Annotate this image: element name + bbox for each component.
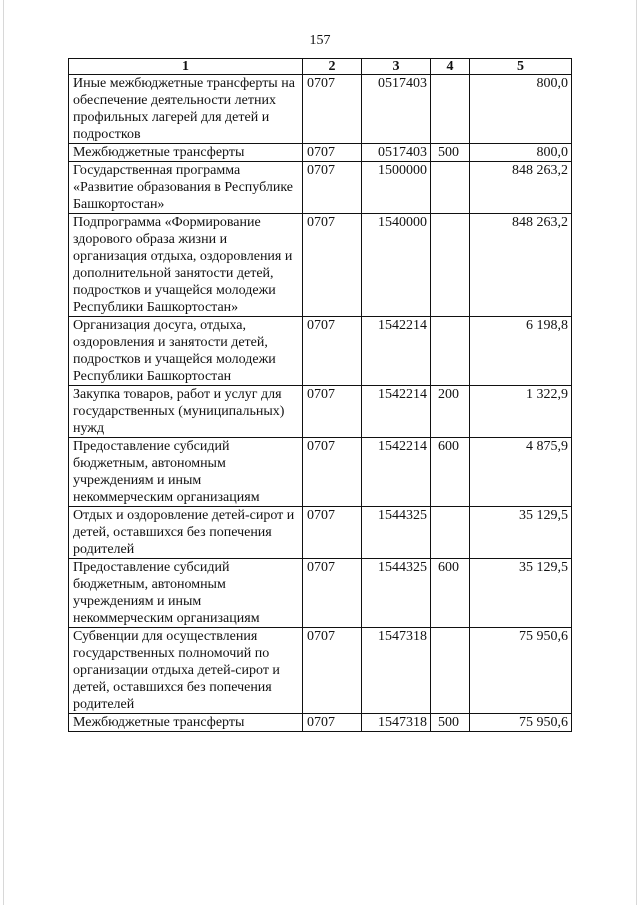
budget-table: [68, 58, 572, 732]
row-expense-type-cell: 500: [431, 714, 470, 732]
table-row: [69, 162, 572, 214]
table-row: [69, 144, 572, 162]
right-margin-line: [636, 0, 637, 905]
table-row: [69, 628, 572, 714]
table-body: [69, 75, 572, 732]
row-target-code-cell: 0517403: [362, 144, 431, 162]
row-amount-cell: 75 950,6: [470, 628, 572, 714]
table-row: [69, 386, 572, 438]
row-target-code-cell: 1547318: [362, 714, 431, 732]
row-name-cell: Иные межбюджетные трансферты на обеспечение деятельности летних профильных лагерей для детей и подростков: [69, 75, 303, 144]
row-section-code-cell: 0707: [303, 144, 362, 162]
row-expense-type-cell: [431, 507, 470, 559]
row-amount-cell: 4 875,9: [470, 438, 572, 507]
table-row: [69, 507, 572, 559]
row-amount-cell: 848 263,2: [470, 162, 572, 214]
row-expense-type-cell: 200: [431, 386, 470, 438]
row-target-code-cell: 1540000: [362, 214, 431, 317]
row-section-code-cell: 0707: [303, 162, 362, 214]
row-expense-type-cell: 600: [431, 438, 470, 507]
row-amount-cell: 6 198,8: [470, 317, 572, 386]
row-target-code-cell: 1500000: [362, 162, 431, 214]
header-col-5: 5: [470, 59, 572, 75]
left-margin-line: [3, 0, 4, 905]
row-name-cell: Субвенции для осуществления государственных полномочий по организации отдыха детей-сирот и детей, оставшихся без попечения родителей: [69, 628, 303, 714]
header-col-2: 2: [303, 59, 362, 75]
row-name-cell: Межбюджетные трансферты: [69, 714, 303, 732]
row-name-cell: Отдых и оздоровление детей-сирот и детей, оставшихся без попечения родителей: [69, 507, 303, 559]
row-target-code-cell: 0517403: [362, 75, 431, 144]
row-name-cell: Закупка товаров, работ и услуг для государственных (муниципальных) нужд: [69, 386, 303, 438]
row-target-code-cell: 1544325: [362, 507, 431, 559]
row-target-code-cell: 1544325: [362, 559, 431, 628]
row-amount-cell: 800,0: [470, 144, 572, 162]
table-header-row: [69, 59, 572, 75]
row-section-code-cell: 0707: [303, 214, 362, 317]
row-expense-type-cell: [431, 162, 470, 214]
table-row: [69, 317, 572, 386]
table-row: [69, 714, 572, 732]
row-section-code-cell: 0707: [303, 386, 362, 438]
row-target-code-cell: 1542214: [362, 386, 431, 438]
header-col-3: 3: [362, 59, 431, 75]
row-section-code-cell: 0707: [303, 559, 362, 628]
row-expense-type-cell: [431, 317, 470, 386]
row-section-code-cell: 0707: [303, 438, 362, 507]
row-expense-type-cell: [431, 214, 470, 317]
row-expense-type-cell: 600: [431, 559, 470, 628]
row-name-cell: Организация досуга, отдыха, оздоровления и занятости детей, подростков и учащейся молодежи Республики Башкортостан: [69, 317, 303, 386]
row-section-code-cell: 0707: [303, 628, 362, 714]
header-col-1: 1: [69, 59, 303, 75]
row-name-cell: Предоставление субсидий бюджетным, автономным учреждениям и иным некоммерческим организациям: [69, 559, 303, 628]
row-section-code-cell: 0707: [303, 317, 362, 386]
table-row: [69, 75, 572, 144]
row-amount-cell: 75 950,6: [470, 714, 572, 732]
row-amount-cell: 35 129,5: [470, 559, 572, 628]
row-name-cell: Предоставление субсидий бюджетным, автономным учреждениям и иным некоммерческим организациям: [69, 438, 303, 507]
row-target-code-cell: 1542214: [362, 438, 431, 507]
row-section-code-cell: 0707: [303, 714, 362, 732]
row-expense-type-cell: [431, 75, 470, 144]
row-name-cell: Государственная программа «Развитие образования в Республике Башкортостан»: [69, 162, 303, 214]
row-amount-cell: 848 263,2: [470, 214, 572, 317]
row-amount-cell: 800,0: [470, 75, 572, 144]
page-number: 157: [309, 33, 331, 48]
row-name-cell: Межбюджетные трансферты: [69, 144, 303, 162]
row-expense-type-cell: 500: [431, 144, 470, 162]
table-row: [69, 438, 572, 507]
row-expense-type-cell: [431, 628, 470, 714]
row-target-code-cell: 1547318: [362, 628, 431, 714]
row-amount-cell: 35 129,5: [470, 507, 572, 559]
table-row: [69, 214, 572, 317]
header-col-4: 4: [431, 59, 470, 75]
row-section-code-cell: 0707: [303, 507, 362, 559]
row-amount-cell: 1 322,9: [470, 386, 572, 438]
row-section-code-cell: 0707: [303, 75, 362, 144]
row-target-code-cell: 1542214: [362, 317, 431, 386]
row-name-cell: Подпрограмма «Формирование здорового образа жизни и организация отдыха, оздоровления и дополнительной занятости детей, подростков и учащейся молодежи Республики Башкортостан»: [69, 214, 303, 317]
table-row: [69, 559, 572, 628]
